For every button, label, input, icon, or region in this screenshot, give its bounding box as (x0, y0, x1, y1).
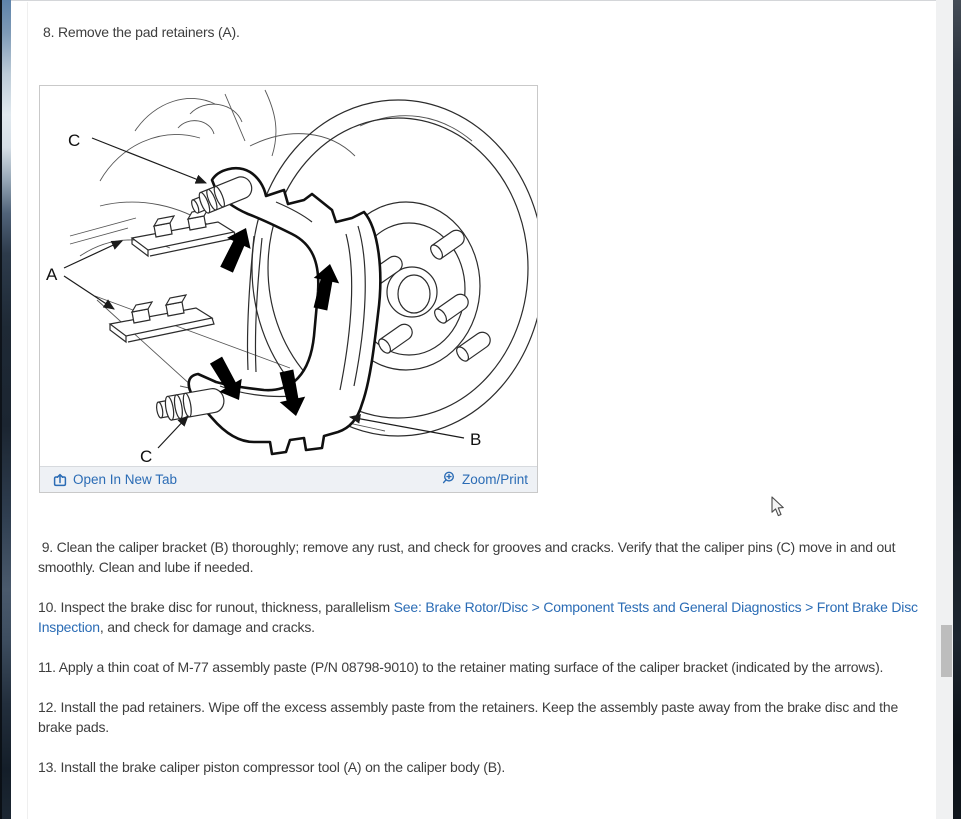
window-left-edge (0, 0, 11, 819)
pad-retainer-lower (110, 295, 214, 342)
window-right-edge (952, 0, 961, 819)
pad-retainer-upper (132, 209, 236, 256)
step-10-prefix: 10. Inspect the brake disc for runout, thickness, parallelism (38, 599, 394, 615)
step-10-suffix: , and check for damage and cracks. (99, 619, 315, 635)
vertical-scrollbar[interactable] (936, 0, 953, 819)
open-in-new-tab-link[interactable] (53, 472, 177, 487)
zoom-print-link[interactable] (442, 472, 528, 487)
background-knuckle-lines (70, 90, 472, 431)
step-11-text: 11. Apply a thin coat of M-77 assembly paste (P/N 08798-9010) to the retainer mating surface of the caliper bracket (indicated by the arrows). (38, 659, 884, 675)
label-b: B (470, 430, 482, 449)
figure-box (39, 85, 538, 493)
step-10-text (38, 597, 924, 637)
content-left-border (27, 2, 28, 819)
step-9-text: 9. Clean the caliper bracket (B) thoroughly; remove any rust, and check for grooves and cracks. Verify that the caliper pins (C) move in and out smoothly. Clean and lube if needed. (38, 539, 900, 575)
open-in-new-tab-label: Open In New Tab (73, 472, 178, 487)
open-in-new-tab-icon (53, 473, 67, 487)
brake-caliper-diagram (40, 86, 537, 465)
step-13-text: 13. Install the brake caliper piston compressor tool (A) on the caliper body (B). (38, 759, 506, 775)
label-c-top: C (68, 131, 81, 150)
zoom-magnifier-icon (442, 471, 456, 485)
scrollbar-thumb[interactable] (941, 625, 952, 677)
label-a: A (46, 265, 58, 284)
step-12-text: 12. Install the pad retainers. Wipe off the excess assembly paste from the retainers. Keep the assembly paste away from the brake disc and the brake pads. (38, 699, 902, 735)
mouse-cursor (771, 496, 786, 518)
zoom-print-label: Zoom/Print (461, 472, 528, 487)
figure-toolbar (40, 466, 537, 492)
step-8-text: 8. Remove the pad retainers (A). (43, 24, 240, 40)
article-content (38, 0, 924, 797)
label-c-bottom: C (140, 447, 153, 465)
brake-disc-inspection-link[interactable]: See: Brake Rotor/Disc > Component Tests and General Diagnostics > Front Brake Disc Inspection (38, 599, 922, 635)
